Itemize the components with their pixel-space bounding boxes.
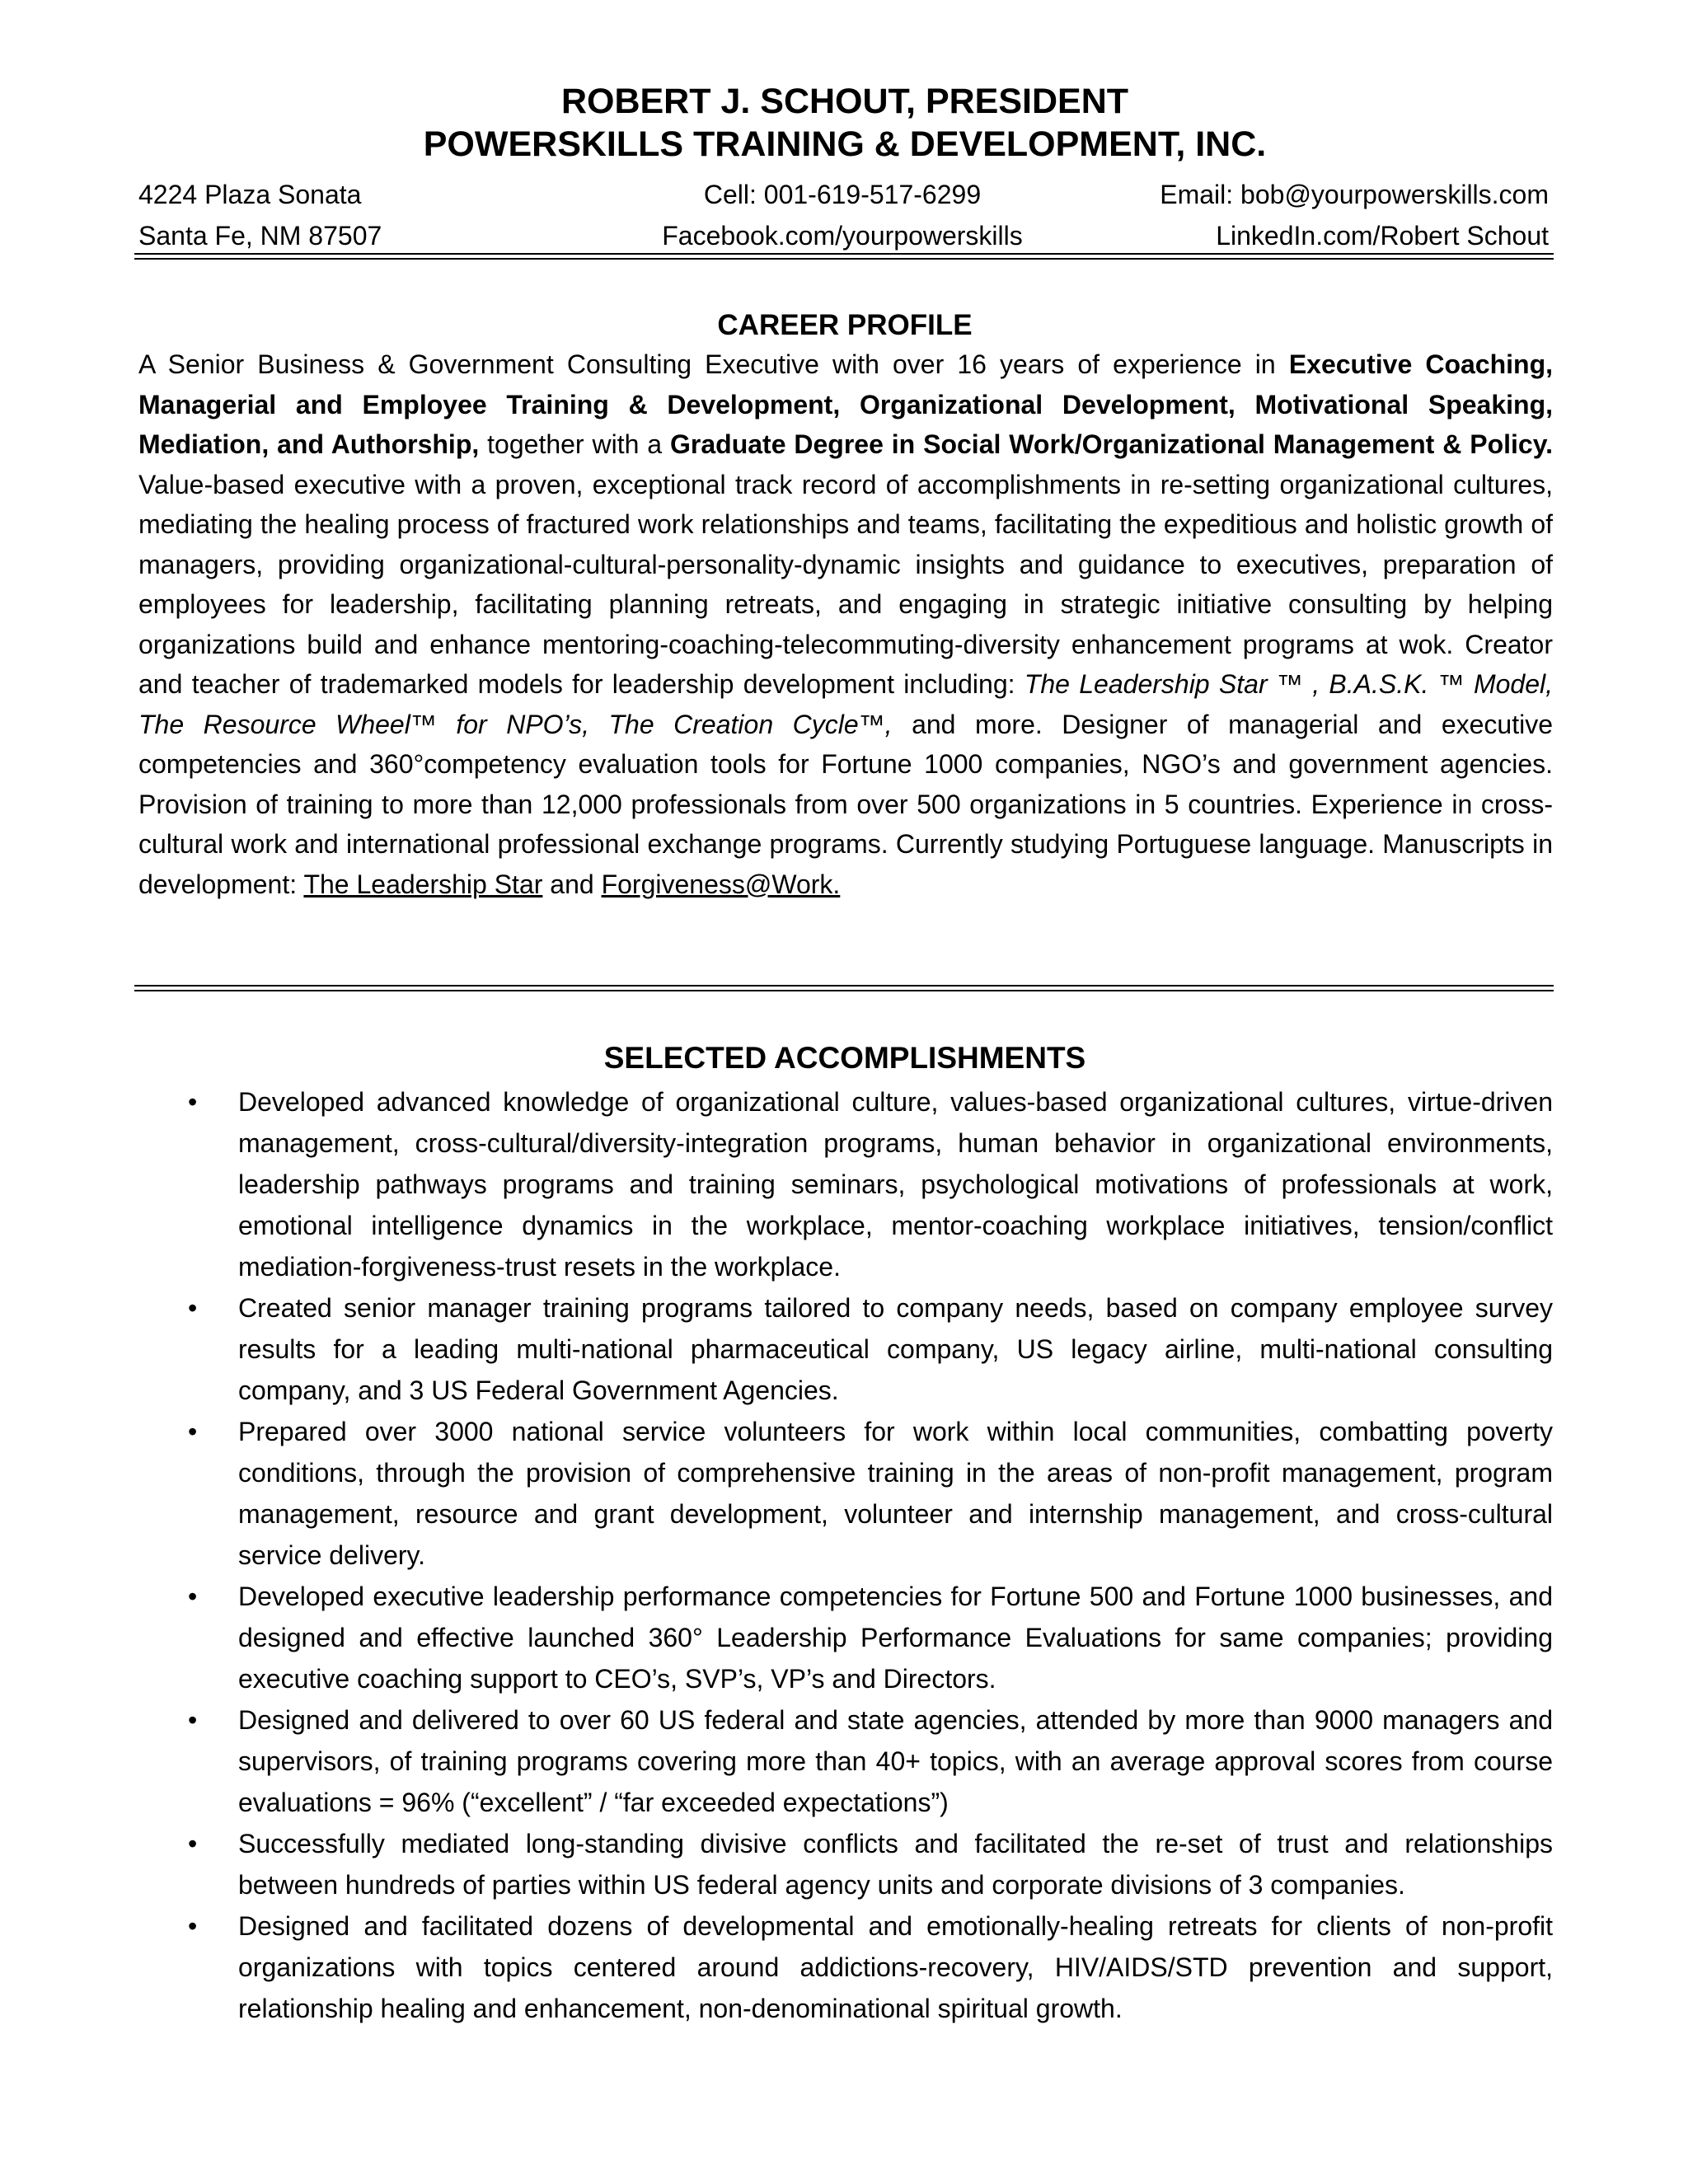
list-item-text: Developed advanced knowledge of organizational culture, values-based organizational cultures, virtue-driven management, cross-cultural/diversity-integration programs, human behavior in organizational environments, leadership pathways programs and training seminars, psychological motivations of professionals at work, emotional intelligence dynamics in the workplace, mentor-coaching workplace initiatives, tension/conflict mediation-forgiveness-trust resets in the workplace.	[238, 1087, 1553, 1282]
manuscript-forgiveness: Forgiveness@Work.	[601, 869, 841, 899]
profile-text-2: together with a	[479, 429, 670, 459]
profile-bold-1: Executive Coaching, Managerial and Employee Training & Development, Organizational Development, Motivational Speaking, Mediation, and Authorship,	[138, 349, 1554, 459]
address-city: Santa Fe, NM 87507	[138, 221, 382, 251]
header-rule-top	[134, 253, 1554, 255]
cell-phone: Cell: 001-619-517-6299	[703, 180, 982, 209]
facebook-url: Facebook.com/yourpowerskills	[662, 221, 1023, 251]
list-item-text: Designed and delivered to over 60 US federal and state agencies, attended by more than 9000 managers and supervisors, of training programs covering more than 40+ topics, with an average approval scores from course evaluations = 96% (“excellent” / “far exceeded expectations”)	[238, 1705, 1553, 1817]
name-title: ROBERT J. SCHOUT, PRESIDENT	[560, 82, 1129, 121]
list-item	[0, 1287, 1553, 1411]
bullet-icon: •	[188, 1829, 198, 1858]
bullet-icon: •	[188, 1087, 198, 1117]
list-item	[0, 1411, 1553, 1576]
profile-bold-2: Graduate Degree in Social Work/Organizational Management & Policy.	[670, 429, 1554, 459]
company-title: POWERSKILLS TRAINING & DEVELOPMENT, INC.	[423, 124, 1267, 164]
bullet-icon: •	[188, 1911, 198, 1941]
profile-text-3: Value-based executive with a proven, exceptional track record of accomplishments in re-setting organizational cultures, mediating the healing process of fractured work relationships and teams, facilitating the expeditious and holistic growth of managers, providing organizational-cultural-personality-dynamic insights and guidance to executives, preparation of employees for leadership, facilitating planning retreats, and engaging in strategic initiative consulting by helping organizations build and enhance mentoring-coaching-telecommuting-diversity enhancement programs at wok. Creator and teacher of trademarked models for leadership development including:	[138, 469, 1553, 699]
career-profile-heading: CAREER PROFILE	[717, 309, 973, 341]
career-profile-text	[138, 344, 1553, 904]
profile-text-4: and more. Designer of managerial and executive competencies and 360°competency evaluation tools for Fortune 1000 companies, NGO’s and government agencies. Provision of training to more than 12,000 professionals from over 500 organizations in 5 countries. Experience in cross-cultural work and international professional exchange programs. Currently studying Portuguese language. Manuscripts in development:	[138, 709, 1554, 899]
bullet-icon: •	[188, 1417, 198, 1446]
list-item	[0, 1699, 1553, 1823]
bullet-icon: •	[188, 1582, 198, 1611]
list-item	[0, 1081, 1553, 1287]
profile-trademarks: The Leadership Star ™ , B.A.S.K. ™ Model, The Resource Wheel™ for NPO’s, The Creation Cycle™,	[138, 669, 1554, 739]
manuscript-leadership-star: The Leadership Star	[303, 869, 543, 899]
list-item-text: Successfully mediated long-standing divisive conflicts and facilitated the re-set of trust and relationships between hundreds of parties within US federal agency units and corporate divisions of 3 companies.	[238, 1829, 1553, 1900]
profile-text-1: A Senior Business & Government Consulting Executive with over 16 years of experience in	[138, 349, 1289, 379]
list-item	[0, 1905, 1553, 2029]
email-address: Email: bob@yourpowerskills.com	[1160, 180, 1549, 209]
profile-text-5: and	[542, 869, 602, 899]
contact-row-1	[136, 176, 1549, 213]
accomplishments-list	[0, 1081, 1688, 2029]
list-item-text: Designed and facilitated dozens of developmental and emotionally-healing retreats for clients of non-profit organizations with topics centered around addictions-recovery, HIV/AIDS/STD prevention and support, relationship healing and enhancement, non-denominational spiritual growth.	[238, 1911, 1553, 2023]
header-rule-bottom	[134, 258, 1554, 260]
bullet-icon: •	[188, 1293, 198, 1323]
list-item-text: Developed executive leadership performance competencies for Fortune 500 and Fortune 1000 businesses, and designed and effective launched 360° Leadership Performance Evaluations for same companies; providing executive coaching support to CEO’s, SVP’s, VP’s and Directors.	[238, 1582, 1553, 1694]
list-item	[0, 1576, 1553, 1699]
bullet-icon: •	[188, 1705, 198, 1735]
contact-row-2	[136, 218, 1549, 254]
accomplishments-heading: SELECTED ACCOMPLISHMENTS	[603, 1041, 1086, 1075]
list-item	[0, 1823, 1553, 1905]
list-item-text: Created senior manager training programs tailored to company needs, based on company employee survey results for a leading multi-national pharmaceutical company, US legacy airline, multi-national consulting company, and 3 US Federal Government Agencies.	[238, 1293, 1553, 1405]
section-rule-top	[134, 985, 1554, 987]
linkedin-url: LinkedIn.com/Robert Schout	[1216, 221, 1549, 251]
list-item-text: Prepared over 3000 national service volunteers for work within local communities, combatting poverty conditions, through the provision of comprehensive training in the areas of non-profit management, program management, resource and grant development, volunteer and internship management, and cross-cultural service delivery.	[238, 1417, 1553, 1570]
address-street: 4224 Plaza Sonata	[138, 180, 362, 209]
section-rule-bottom	[134, 990, 1554, 991]
